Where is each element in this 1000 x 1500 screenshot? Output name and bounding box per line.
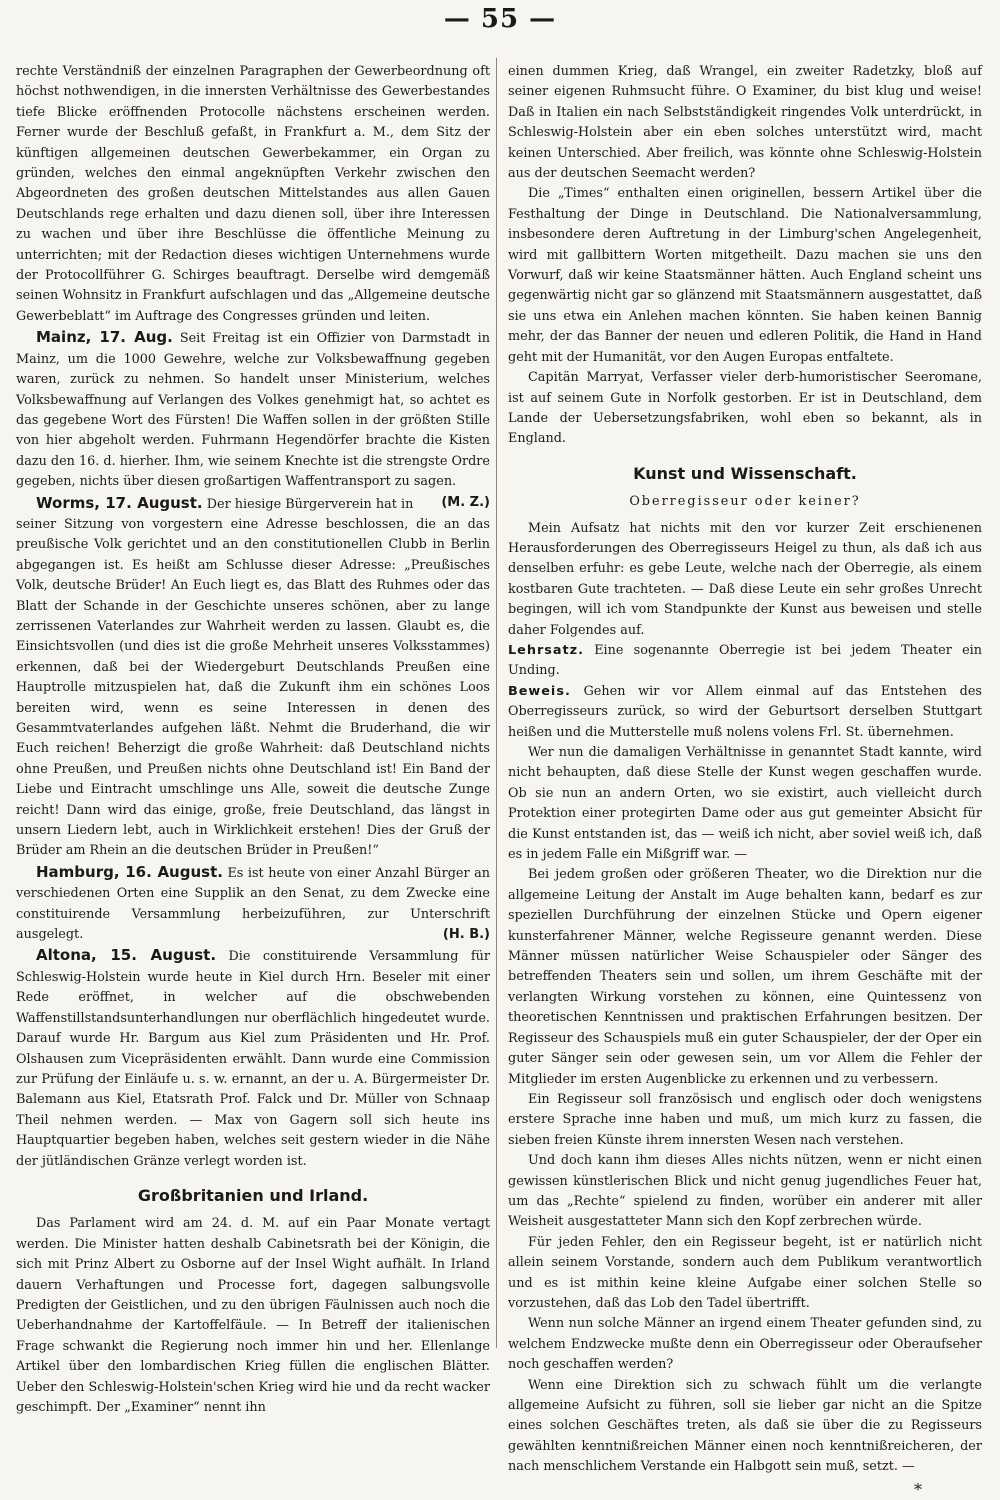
beweis-text: Gehen wir vor Allem einmal auf das Entstehen des Oberregisseurs zurück, so wird der Geburtsort derselben Stuttgart heißen und die Mutterstelle muß nolens volens Frl. St. übernehmen. [508,683,982,740]
paragraph-beweis [508,682,982,743]
column-divider [496,58,497,1348]
source-signature-mainz: (M. Z.) [441,494,490,510]
article-worms [16,493,490,862]
article-title-oberregisseur: Oberregisseur oder keiner? [629,494,861,510]
paragraph-bei: Bei jedem großen oder größeren Theater, wo die Direktion nur die allgemeine Leitung der Anstalt im Auge behalten kann, bedarf es zur speziellen Durchführung der einzelnen Stücke und Opern eigener kunsterfahrener Männer, welche Regisseure genannt werden. Diese Männer müssen natürlicher Weise Schauspieler oder Sänger des betreffenden Theaters sein und sollen, um ihrem Geschäfte mit der verlangten Wirkung vorstehen zu können, eine Quintessenz von theoretischen Kenntnissen und praktischen Erfahrungen besitzen. Der Regisseur des Schauspiels muß ein guter Schauspieler, der der Oper ein guter Sänger sein oder gewesen sein, um vor Allem die Fehler der Mitglieder im ersten Augenblicke zu erkennen und zu verbessern. [508,867,982,1087]
section-heading-great-britain: Großbritanien und Irland. [137,1185,369,1205]
paragraph-aufsatz: Mein Aufsatz hat nichts mit den vor kurzer Zeit erschienenen Herausforderungen des Oberregisseurs Heigel zu thun, als daß ich aus denselben erfuhr: es gebe Leute, welche nach der Oberregie, als einem kostbaren Gute trachteten. — Daß diese Leute ein sehr großes Unrecht begingen, will ich vom Standpunkte der Kunst aus beweisen und stelle daher Folgendes auf. [508,520,982,638]
intro-paragraph: rechte Verständniß der einzelnen Paragraphen der Gewerbeordnung oft höchst nothwendigen, in die innersten Verhältnisse des Gewerbestandes tiefe Blicke eröffnenden Protocolle nächstens erscheinen werden. Ferner wurde der Beschluß gefaßt, in Frankfurt a. M., dem Sitz der künftigen allgemeinen deutschen Gewerbekammer, ein Organ zu gründen, welches den einmal angeknüpften Verkehr zwischen den Abgeordneten des großen deutschen Mittelstandes aus allen Gauen Deutschlands rege erhalten und dazu dienen soll, über ihre Interessen zu wachen und über ihre Beschlüsse die öffentliche Meinung zu unterrichten; mit der Redaction dieses wichtigen Unternehmens wurde der Protocollführer G. Schirges beauftragt. Derselbe wird demgemäß seinen Wohnsitz in Frankfurt aufschlagen und das „Allgemeine deutsche Gewerbeblatt“ im Auftrage des Congresses gründen und leiten. [16,64,490,324]
paragraph-wer: Wer nun die damaligen Verhältnisse in genanntet Stadt kannte, wird nicht behaupten, daß diese Stelle der Kunst wegen geschaffen wurde. Ob sie nun an andern Orten, wo sie existirt, auch vielleicht durch Protektion einer protegirten Dame oder aus gut gemeinter Absicht für die Kunst entstanden ist, das — weiß ich nicht, aber soviel weiß ich, daß es in jedem Falle ein Mißgriff war. — [508,745,982,863]
article-hamburg [16,862,490,946]
paragraph-fuer: Für jeden Fehler, den ein Regisseur begeht, ist er natürlich nicht allein seinem Vorstande, sondern auch dem Publikum verantwortlich und es ist mithin keine kleine Aufgabe einer solchen Stelle so vorzustehen, daß das Lob den Tadel übertrifft. [508,1234,982,1311]
dateline-mainz: Mainz, 17. Aug. [36,328,173,347]
article-hamburg-text: Es ist heute von einer Anzahl Bürger an verschiedenen Orten eine Supplik an den Senat, zu dem Zwecke eine constituirende Versammlung herbeizuführen, zur Unterschrift ausgelegt. [16,865,490,943]
article-mainz-text: Seit Freitag ist ein Offizier von Darmstadt in Mainz, um die 1000 Gewehre, welche zur Volksbewaffnung gegeben waren, zurück zu nehmen. So handelt unser Ministerium, welches Volksbewaffnung auf Verlangen des Volkes genehmigt hat, so achtet es das gegebene Wort des Fürsten! Die Waffen sollen in der größten Stille von hier abgeholt werden. Fuhrmann Hegendörfer brachte die Kisten dazu den 16. d. hierher. Ihm, wie seinem Knechte ist die strengste Ordre gegeben, nichts über diesen großartigen Waffentransport zu sagen. [16,331,490,490]
lehrsatz-text: Eine sogenannte Oberregie ist bei jedem Theater ein Unding. [508,642,982,679]
page-number: — 55 — [443,4,557,34]
end-mark: * [914,1479,922,1499]
continued-paragraph: einen dummen Krieg, daß Wrangel, ein zweiter Radetzky, bloß auf seiner eigenen Ruhmsucht führe. O Examiner, du bist klug und weise! Daß in Italien ein nach Selbstständigkeit ringendes Volk unterdrückt, in Schleswig-Holstein aber ein eben solches unterstützt wird, macht keinen Unterschied. Aber freilich, was könnte ohne Schleswig-Holstein aus der deutschen Seemacht werden? [508,64,982,182]
paragraph-lehrsatz [508,641,982,682]
dateline-altona: Altona, 15. August. [36,946,217,965]
article-great-britain: Das Parlament wird am 24. d. M. auf ein Paar Monate vertagt werden. Die Minister hatten deshalb Cabinetsrath bei der Königin, die sich mit Prinz Albert zu Osborne auf der Insel Wight aufhält. In Irland dauern Verhaftungen und Processe fort, dagegen salbungsvolle Predigten der Geistlichen, und zu den übrigen Fäulnissen auch noch die Ueberhandnahme der Kartoffelfäule. — In Betreff der italienischen Frage schwankt die Regierung noch immer hin und her. Ellenlange Artikel über den lombardischen Krieg füllen die englischen Blätter. Ueber den Schleswig-Holstein'schen Krieg wird hie und da recht wacker geschimpft. Der „Examiner“ nennt ihn [16,1216,490,1415]
article-altona-text: Die constituirende Versammlung für Schleswig-Holstein wurde heute in Kiel durch Hrn. Beseler mit einer Rede eröffnet, in welcher auf die obschwebenden Waffenstillstandsunterhandlungen nur oberflächlich hingedeutet wurde. Darauf wurde Hr. Bargum aus Kiel zum Präsidenten und Hr. Prof. Olshausen zum Vicepräsidenten erwählt. Dann wurde eine Commission zur Prüfung der Einläufe u. s. w. ernannt, an der u. A. Bürgermeister Dr. Balemann aus Kiel, Etatsrath Prof. Falck und Dr. Müller von Schnaap Theil nehmen werden. — Max von Gagern soll sich heute ins Hauptquartier begeben haben, welches seit gestern wieder in die Nähe der jütländischen Gränze verlegt worden ist. [16,949,490,1169]
lehrsatz-label: Lehrsatz. [508,642,584,658]
article-worms-text: Der hiesige Bürgerverein hat in seiner Sitzung von vorgestern eine Adresse beschlossen, die an das preußische Volk gerichtet und an den constitutionellen Clubb in Berlin abgegangen ist. Es heißt am Schlusse dieser Adresse: „Preußisches Volk, deutsche Brüder! An Euch liegt es, das Blatt des Ruhmes oder das Blatt der Schande in der Geschichte unseres schönen, aber zu lange zerrissenen Vaterlandes zur Wahrheit werden zu lassen. Glaubt es, die Einsichtsvollen (und dies ist die große Mehrheit unseres Volksstammes) erkennen, daß bei der Wiedergeburt Deutschlands Preußen eine Hauptrolle mitzuspielen hat, daß die Zukunft ihm ein schönes Loos bereiten wird, wenn es seine Interessen in denen des Gesammtvaterlandes aufgehen läßt. Nehmt die Bruderhand, die wir Euch reichen! Beherzigt die große Wahrheit: daß Deutschland nichts ohne Preußen, und Preußen nichts ohne Deutschland ist! Ein Band der Liebe und Eintracht umschlinge uns Alle, soweit die deutsche Zunge reicht! Dann wird das einige, große, freie Deutschland, das längst in unsern Liedern lebt, auch in Wirklichkeit erstehen! Dies der Gruß der Brüder am Rhein an die deutschen Brüder in Preußen!“ [16,496,490,859]
dateline-worms: Worms, 17. August. [36,493,203,512]
article-altona [16,945,490,1171]
left-column [16,62,490,1418]
paragraph-marryat: Capitän Marryat, Verfasser vieler derb-humoristischer Seeromane, ist auf seinem Gute in Norfolk gestorben. Er ist in Deutschland, dem Lande der Uebersetzungsfabriken, wohl eben so bekannt, als in England. [508,370,982,447]
section-heading-kunst: Kunst und Wissenschaft. [633,463,857,483]
dateline-hamburg: Hamburg, 16. August. [36,862,223,881]
source-signature-hamburg: (H. B.) [442,927,490,943]
paragraph-ein: Ein Regisseur soll französisch und englisch oder doch wenigstens erstere Sprache inne haben und muß, um mich kurz zu fassen, die sieben freien Künste ihrem innersten Wesen nach verstehen. [508,1091,982,1148]
paragraph-times: Die „Times“ enthalten einen originellen, bessern Artikel über die Festhaltung der Dinge in Deutschland. Die Nationalversammlung, insbesondere deren Auftretung in der Limburg'schen Angelegenheit, wird mit gallbittern Worten mitgetheilt. Dazu machen sie uns den Vorwurf, daß wir keine Staatsmänner hätten. Auch England scheint uns gegenwärtig nicht gar so glänzend mit Staatsmännern ausgestattet, daß sie uns etwa ein Anlehen machen könnten. Sie haben keinen Bannig mehr, der das Banner der neuen und edleren Politik, die Hand in Hand geht mit der Humanität, vor den Augen Europas entfaltete. [508,186,982,365]
paragraph-und: Und doch kann ihm dieses Alles nichts nützen, wenn er nicht einen gewissen künstlerischen Blick und nicht genug jugendliches Feuer hat, um das „Rechte“ spielend zu finden, worüber ein anderer mit aller Weisheit ausgestatteter Mann sich den Kopf zerbrechen würde. [508,1153,982,1230]
paragraph-wenn: Wenn nun solche Männer an irgend einem Theater gefunden sind, zu welchem Endzwecke mußte denn ein Oberregisseur oder Oberaufseher noch geschaffen werden? [508,1316,982,1373]
beweis-label: Beweis. [508,683,571,699]
paragraph-direktion: Wenn eine Direktion sich zu schwach fühlt um die verlangte allgemeine Aufsicht zu führen, soll sie lieber gar nicht an die Spitze eines solchen Geschäftes treten, als daß sie über die zu Regisseurs gewählten kenntnißreichen Männer einen noch kenntnißreicheren, der nach menschlichem Verstande ein Halbgott sein muß, setzt. — [508,1377,982,1475]
right-column [508,62,982,1500]
